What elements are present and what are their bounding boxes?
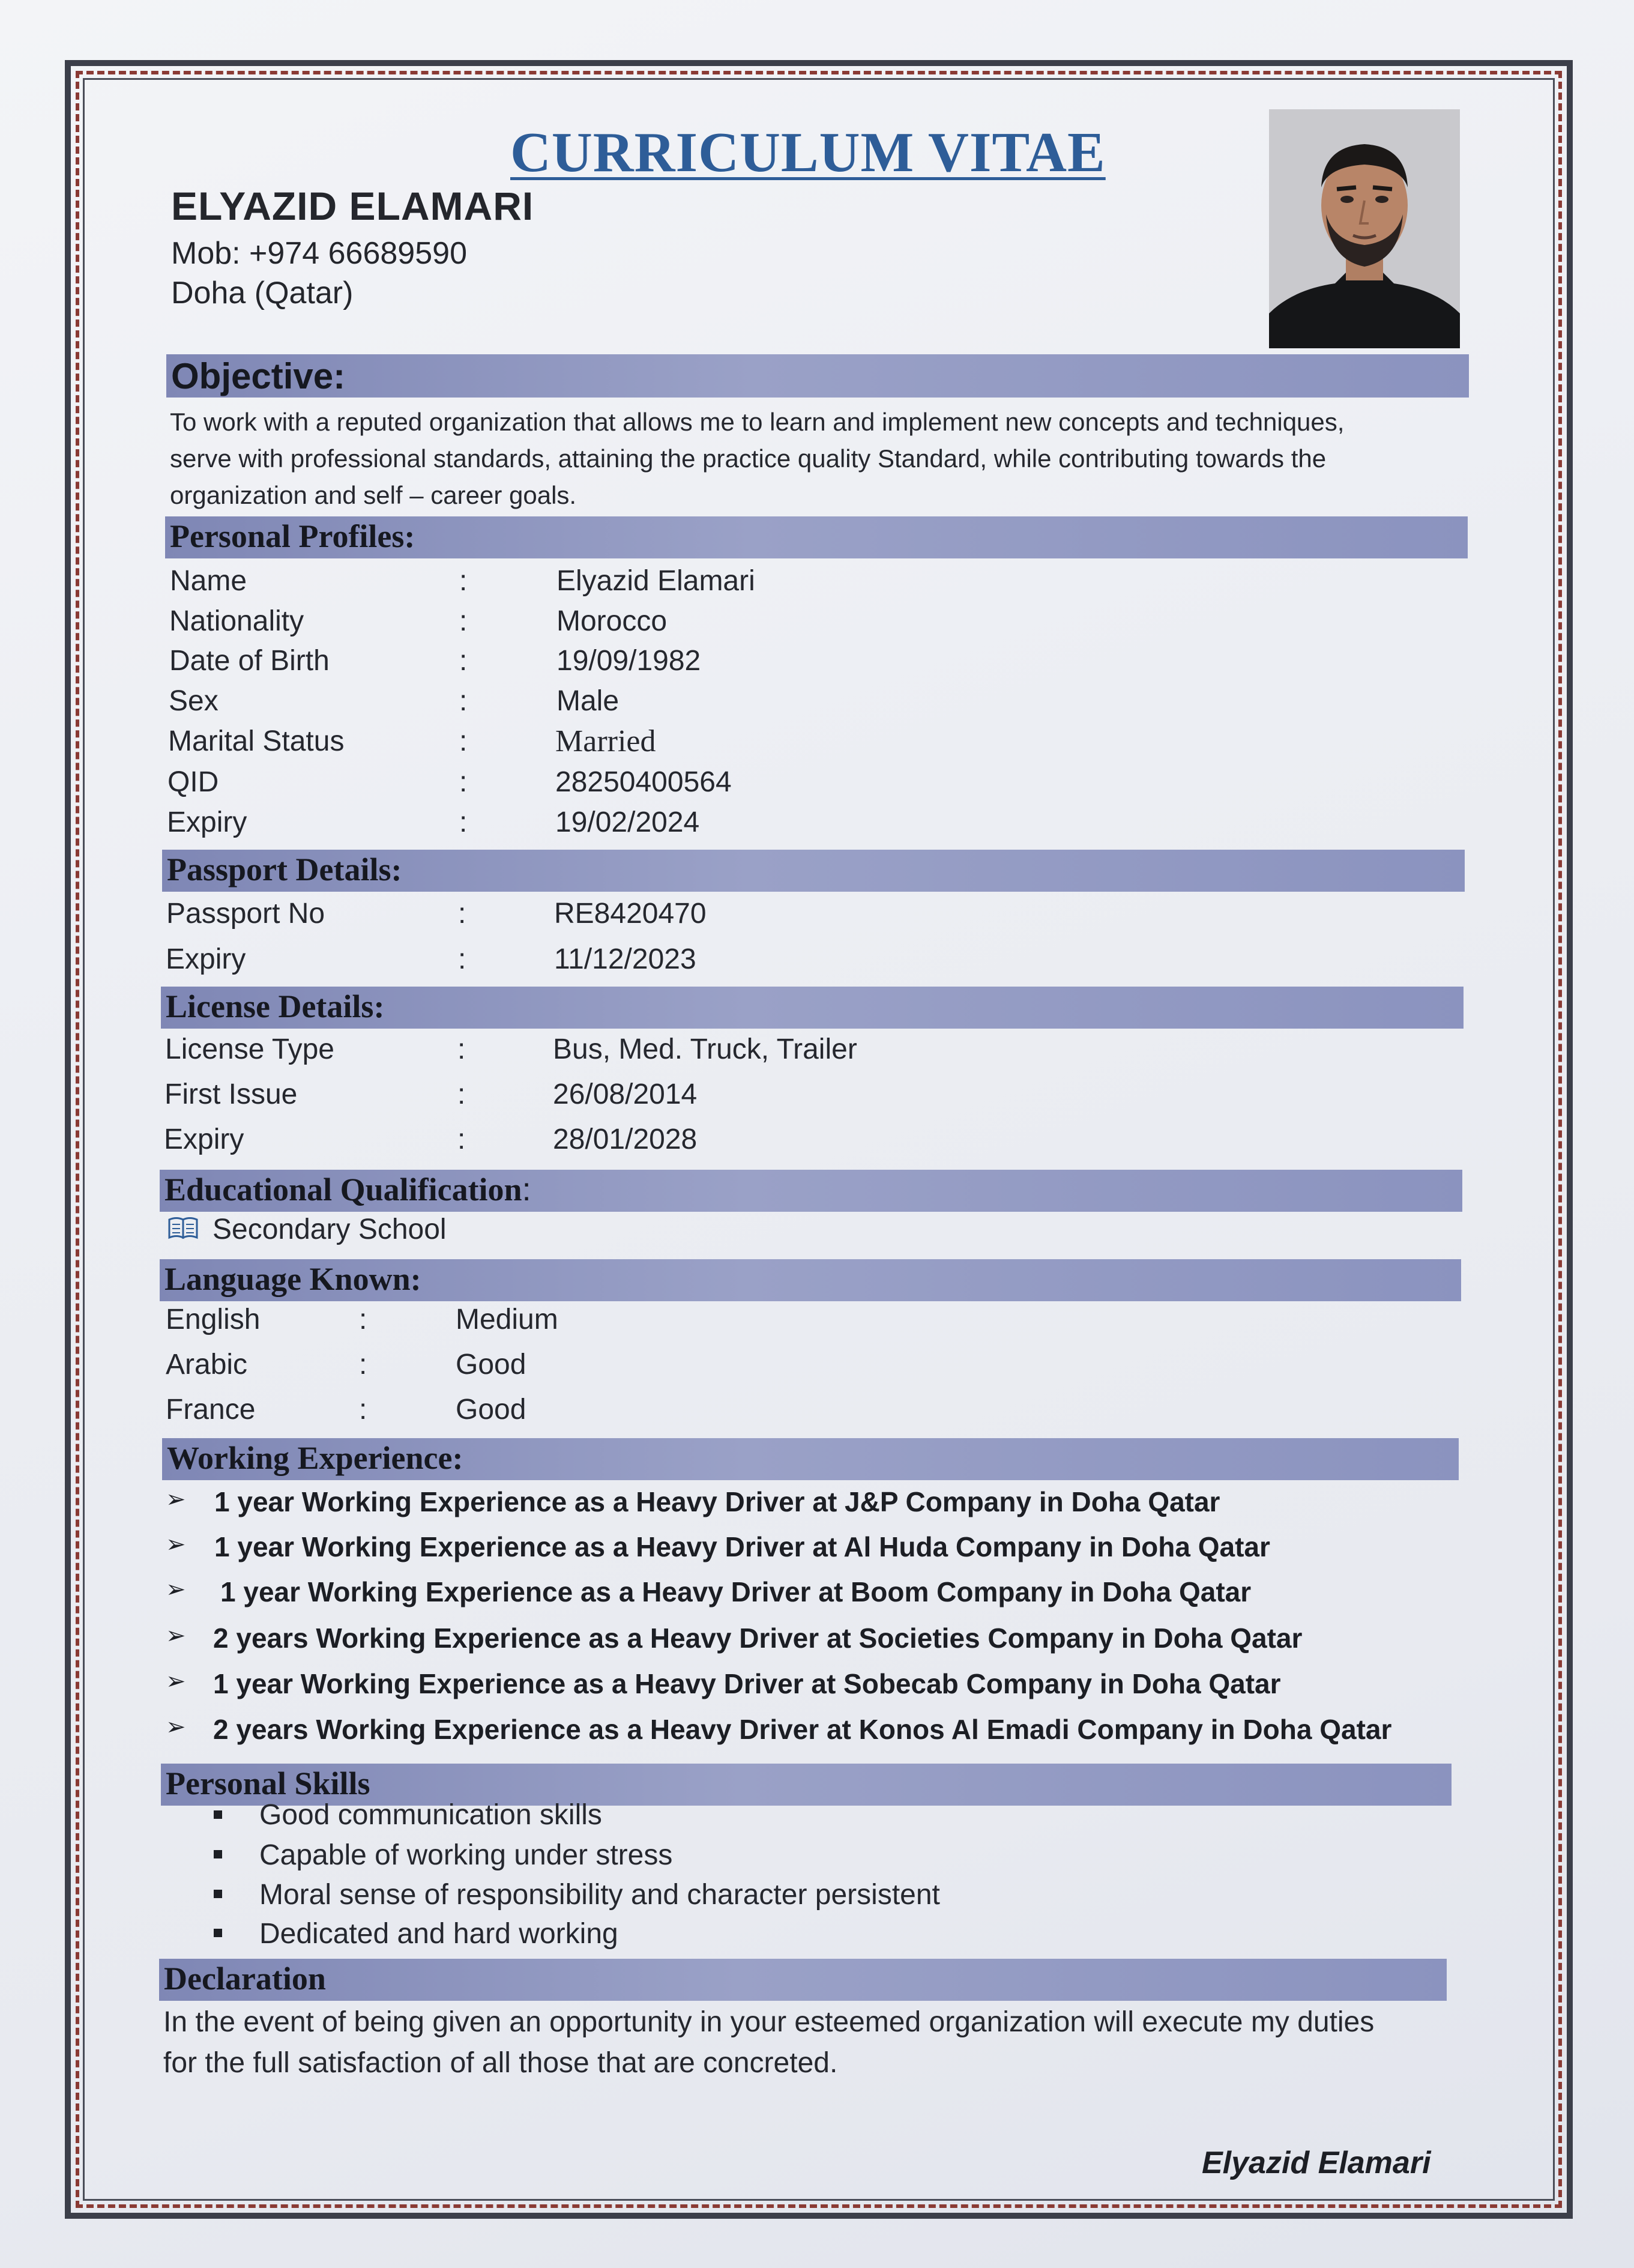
square-bullet-icon (214, 1929, 222, 1937)
objective-heading-bar (166, 354, 1469, 398)
language-name: France (166, 1394, 256, 1426)
square-bullet-icon (214, 1890, 222, 1898)
personal-heading: Personal Profiles: (170, 518, 415, 554)
language-colon: : (359, 1394, 367, 1426)
language-level: Good (456, 1349, 526, 1380)
declaration-heading-bar (159, 1959, 1447, 2001)
language-heading: Language Known: (164, 1261, 421, 1297)
arrow-bullet-icon: ➢ (166, 1576, 186, 1603)
objective-line: serve with professional standards, attaining the practice quality Standard, while contributing towards the (170, 444, 1327, 473)
profile-label: Date of Birth (169, 645, 330, 677)
personal-heading-bar (165, 516, 1468, 558)
experience-item: 1 year Working Experience as a Heavy Driver at Al Huda Company in Doha Qatar (214, 1531, 1270, 1562)
license-value: Bus, Med. Truck, Trailer (553, 1033, 857, 1065)
license-colon: : (457, 1078, 466, 1110)
profile-label: Expiry (167, 806, 247, 838)
experience-item: 1 year Working Experience as a Heavy Driver at J&P Company in Doha Qatar (214, 1486, 1220, 1517)
profile-colon: : (459, 766, 468, 798)
profile-value: 19/09/1982 (556, 645, 701, 677)
passport-colon: : (458, 943, 466, 975)
profile-colon: : (459, 725, 468, 757)
profile-value: 19/02/2024 (555, 806, 700, 838)
skill-item: Capable of working under stress (259, 1839, 673, 1871)
experience-item: 1 year Working Experience as a Heavy Driver at Sobecab Company in Doha Qatar (213, 1668, 1281, 1699)
profile-colon: : (459, 685, 468, 717)
profile-label: Marital Status (168, 725, 345, 757)
profile-colon: : (459, 806, 468, 838)
license-colon: : (457, 1033, 466, 1065)
profile-value: Elyazid Elamari (556, 565, 755, 597)
profile-label: Nationality (169, 605, 304, 637)
passport-heading-bar (162, 850, 1465, 892)
candidate-name: ELYAZID ELAMARI (171, 184, 534, 228)
language-level: Medium (456, 1304, 558, 1335)
objective-line: To work with a reputed organization that allows me to learn and implement new concepts and techniques, (170, 408, 1345, 436)
experience-item: 2 years Working Experience as a Heavy Driver at Societies Company in Doha Qatar (213, 1622, 1303, 1654)
square-bullet-icon (214, 1850, 222, 1858)
passport-label: Expiry (166, 943, 246, 975)
license-label: License Type (165, 1033, 334, 1065)
mobile-number: Mob: +974 66689590 (171, 236, 467, 271)
passport-colon: : (458, 898, 466, 930)
arrow-bullet-icon: ➢ (166, 1714, 186, 1740)
profile-label: QID (167, 766, 219, 798)
language-name: Arabic (166, 1349, 248, 1380)
declaration-line: for the full satisfaction of all those that are concreted. (163, 2047, 838, 2079)
profile-value: Married (555, 724, 656, 758)
square-bullet-icon (214, 1810, 222, 1819)
education-heading-colon: : (522, 1172, 531, 1208)
language-heading-bar (160, 1259, 1461, 1301)
license-colon: : (457, 1123, 466, 1155)
language-colon: : (359, 1304, 367, 1335)
experience-heading-bar (162, 1438, 1459, 1480)
passport-heading: Passport Details: (167, 851, 402, 888)
skill-item: Good communication skills (259, 1799, 602, 1831)
education-heading-bar (160, 1170, 1462, 1212)
cv-title: CURRICULUM VITAE (510, 121, 1106, 184)
arrow-bullet-icon: ➢ (166, 1668, 186, 1695)
declaration-heading: Declaration (164, 1961, 326, 1997)
language-colon: : (359, 1349, 367, 1380)
location: Doha (Qatar) (171, 276, 354, 310)
experience-item: 1 year Working Experience as a Heavy Driver at Boom Company in Doha Qatar (220, 1576, 1252, 1607)
passport-value: RE8420470 (554, 898, 707, 930)
profile-photo (1269, 109, 1460, 348)
education-heading (164, 1171, 531, 1208)
license-value: 26/08/2014 (553, 1078, 698, 1110)
profile-value: 28250400564 (555, 766, 732, 798)
signature: Elyazid Elamari (1202, 2146, 1431, 2180)
book-icon (167, 1215, 199, 1241)
profile-colon: : (459, 605, 468, 637)
license-heading: License Details: (166, 988, 385, 1024)
passport-label: Passport No (166, 898, 325, 930)
experience-item: 2 years Working Experience as a Heavy Driver at Konos Al Emadi Company in Doha Qatar (213, 1714, 1392, 1745)
objective-line: organization and self – career goals. (170, 481, 577, 509)
declaration-line: In the event of being given an opportunity in your esteemed organization will execute my duties (163, 2006, 1375, 2038)
skill-item: Dedicated and hard working (259, 1918, 618, 1950)
arrow-bullet-icon: ➢ (166, 1531, 186, 1558)
profile-label: Sex (169, 685, 219, 717)
profile-colon: : (459, 565, 468, 597)
profile-photo-image (1269, 109, 1460, 348)
license-value: 28/01/2028 (553, 1123, 698, 1155)
language-name: English (166, 1304, 261, 1335)
license-label: First Issue (164, 1078, 298, 1110)
license-heading-bar (161, 987, 1464, 1029)
license-label: Expiry (164, 1123, 244, 1155)
objective-text (170, 404, 1479, 513)
arrow-bullet-icon: ➢ (166, 1622, 186, 1649)
education-heading-text: Educational Qualification (164, 1172, 522, 1208)
skills-heading: Personal Skills (166, 1765, 370, 1801)
arrow-bullet-icon: ➢ (166, 1486, 186, 1513)
experience-heading: Working Experience: (167, 1440, 463, 1476)
passport-value: 11/12/2023 (554, 943, 696, 975)
objective-heading: Objective: (171, 356, 346, 396)
skill-item: Moral sense of responsibility and character persistent (259, 1879, 940, 1911)
profile-label: Name (170, 565, 247, 597)
language-level: Good (456, 1394, 526, 1426)
profile-value: Male (556, 685, 620, 717)
education-item: Secondary School (213, 1214, 447, 1245)
profile-value: Morocco (556, 605, 668, 637)
profile-colon: : (459, 645, 468, 677)
